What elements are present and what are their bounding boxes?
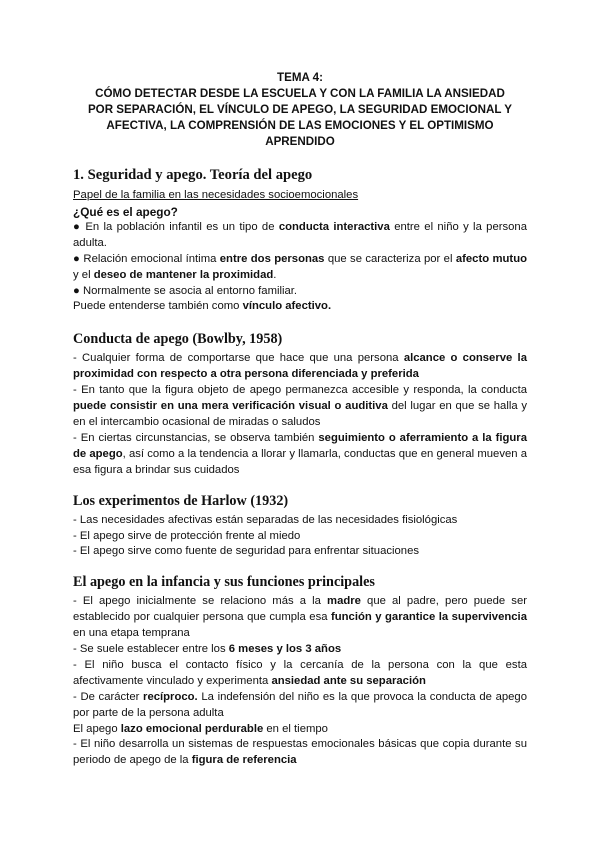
- title-line: APRENDIDO: [265, 135, 335, 148]
- document-page: [73, 70, 527, 769]
- title-line: TEMA 4:: [277, 71, 323, 84]
- paragraph: - El apego inicialmente se relaciono más a la madre que al padre, pero puede ser establecido por cualquier persona que cumpla esa función y garantice la supervivencia en una etapa temprana: [73, 595, 527, 640]
- title-line: POR SEPARACIÓN, EL VÍNCULO DE APEGO, LA SEGURIDAD EMOCIONAL Y: [87, 103, 513, 116]
- paragraph: - En ciertas circunstancias, se observa también seguimiento o aferramiento a la figura de apego, así como a la tendencia a llorar y llamarla, conductas que en general mueven a esa figura a brindar sus cuidados: [73, 431, 528, 476]
- list-item: - El apego sirve de protección frente al miedo: [73, 529, 301, 542]
- section-heading-harlow: Los experimentos de Harlow (1932): [73, 492, 289, 509]
- paragraph: ● Relación emocional íntima entre dos personas que se caracteriza por el afecto mutuo y el deseo de mantener la proximidad.: [73, 252, 527, 281]
- question-que-es-apego: ¿Qué es el apego?: [73, 204, 178, 219]
- section-heading-apego-infancia: El apego en la infancia y sus funciones principales: [73, 574, 375, 591]
- paragraph: - El niño desarrolla un sistemas de respuestas emocionales básicas que copia durante su periodo de apego de la figura de referencia: [73, 738, 527, 767]
- list-item: - El apego sirve como fuente de seguridad para enfrentar situaciones: [73, 545, 420, 558]
- paragraph: El apego lazo emocional perdurable en el tiempo: [73, 722, 328, 735]
- paragraph: - En tanto que la figura objeto de apego permanezca accesible y responda, la conducta puede consistir en una mera verificación visual o auditiva del lugar en que se halla y en el intercambio ocasional de miradas o saludos: [73, 384, 528, 428]
- paragraph: Puede entenderse también como vínculo afectivo.: [73, 300, 332, 313]
- title-line: AFECTIVA, LA COMPRENSIÓN DE LAS EMOCIONES Y EL OPTIMISMO: [106, 119, 494, 132]
- list-item: - Las necesidades afectivas están separadas de las necesidades fisiológicas: [73, 513, 458, 526]
- subheading-papel-familia: Papel de la familia en las necesidades socioemocionales: [73, 189, 359, 201]
- title-line: CÓMO DETECTAR DESDE LA ESCUELA Y CON LA FAMILIA LA ANSIEDAD: [95, 87, 505, 100]
- section-heading-seguridad-apego: 1. Seguridad y apego. Teoría del apego: [73, 167, 313, 183]
- section-heading-conducta-apego: Conducta de apego (Bowlby, 1958): [73, 331, 283, 348]
- paragraph: - El niño busca el contacto físico y la cercanía de la persona con la que esta afectivamente vinculado y experimenta ansiedad ante su separación: [73, 658, 527, 687]
- paragraph: - De carácter recíproco. La indefensión del niño es la que provoca la conducta de apego por parte de la persona adulta: [73, 690, 527, 719]
- document-title: [73, 70, 527, 150]
- paragraph: - Cualquier forma de comportarse que hace que una persona alcance o conserve la proximidad con respecto a otra persona diferenciada y preferida: [73, 352, 527, 381]
- paragraph: ● En la población infantil es un tipo de conducta interactiva entre el niño y la persona adulta.: [73, 220, 527, 249]
- paragraph: - Se suele establecer entre los 6 meses y los 3 años: [73, 643, 342, 656]
- paragraph: ● Normalmente se asocia al entorno familiar.: [73, 284, 298, 297]
